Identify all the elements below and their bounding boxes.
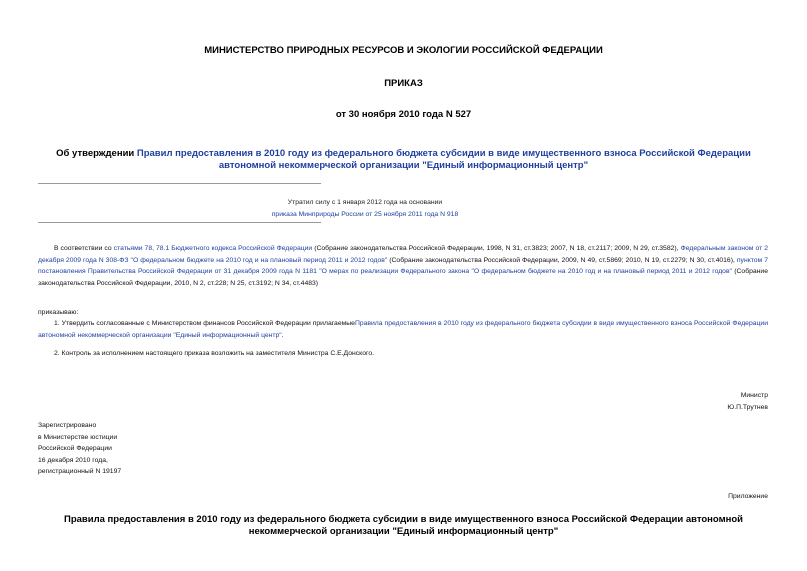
registration-line-1: Зарегистрировано <box>38 422 97 429</box>
preamble-paragraph <box>38 243 768 289</box>
doc-type-heading: ПРИКАЗ <box>384 78 423 89</box>
federal-law-link[interactable]: Федеральным законом от 2 декабря 2009 года N 308-ФЗ "О федеральном бюджете на 2010 год и на плановый период 2011 и 2012 годов" <box>38 245 768 264</box>
signature-name: Ю.П.Трутнев <box>727 403 768 411</box>
order-word: приказываю: <box>38 309 79 316</box>
appendix-title: Правила предоставления в 2010 году из федерального бюджета субсидии в виде имущественного взноса Российской Федерации автономной некоммерческой организации "Единый информационный центр" <box>63 514 743 537</box>
signature-role: Министр <box>740 392 768 399</box>
budget-code-link[interactable]: статьями 78, 78.1 Бюджетного кодекса Российской Федерации <box>113 245 313 252</box>
title-rules-link[interactable]: Правил предоставления в 2010 году из федерального бюджета субсидии в виде имущественного взноса Российской Федерации автономной некоммерческой организации "Единый информационный центр" <box>136 148 751 171</box>
registration-block <box>38 420 121 478</box>
preamble-text-2: (Собрание законодательства Российской Федерации, 1998, N 31, ст.3823; 2007, N 18, ст.2117; 2009, N 29, ст.3582), <box>312 245 681 252</box>
rules-link[interactable]: Правила предоставления в 2010 году из федерального бюджета субсидии в виде имущественного взноса Российской Федерации автономной некоммерческой организации "Единый информационный центр" <box>38 320 768 339</box>
item-1-paragraph <box>38 318 768 341</box>
item-1-end: . <box>281 331 284 339</box>
order-title <box>40 148 767 172</box>
registration-line-3: Российской Федерации <box>38 445 112 452</box>
item-2-paragraph: 2. Контроль за исполнением настоящего приказа возложить на заместителя Министра С.Е.Донского. <box>54 350 374 357</box>
preamble-text-4: (Собрание законодательства Российской Федерации, 2010, N 2, ст.228; N 25, ст.3192; N 34, ст.4483) <box>38 268 768 287</box>
divider-top <box>38 183 321 184</box>
signature-block <box>600 390 768 413</box>
lost-force-text: Утратил силу с 1 января 2012 года на основании <box>287 199 443 206</box>
title-prefix: Об утверждении <box>56 148 137 159</box>
item-1-text: 1. Утвердить согласованные с Министерством финансов Российской Федерации прилагаемые <box>54 320 355 327</box>
registration-line-4: 16 декабря 2010 года, <box>38 456 108 464</box>
lost-force-link[interactable]: приказа Минприроды России от 25 ноября 2011 года N 918 <box>271 210 459 218</box>
date-number-heading: от 30 ноября 2010 года N 527 <box>335 109 472 120</box>
divider-bottom <box>38 222 321 223</box>
lost-force-note <box>200 197 530 220</box>
government-decree-link[interactable]: пунктом 7 постановления Правительства Российской Федерации от 31 декабря 2009 года N 1181 "О мерах по реализации Федерального закона "О федеральном бюджете на 2010 год и на плановый период 2011 и 2012 годов" <box>38 256 769 275</box>
preamble-text-3: (Собрание законодательства Российской Федерации, 2009, N 49, ст.5869; 2010, N 19, ст.2279; N 30, ст.4016), <box>387 256 737 264</box>
registration-line-5: регистрационный N 19197 <box>38 468 122 475</box>
appendix-label: Приложение <box>728 493 768 500</box>
ministry-heading: МИНИСТЕРСТВО ПРИРОДНЫХ РЕСУРСОВ И ЭКОЛОГИИ РОССИЙСКОЙ ФЕДЕРАЦИИ <box>204 45 603 56</box>
registration-line-2: в Министерстве юстиции <box>38 433 118 441</box>
preamble-text-1: В соответствии со <box>54 245 114 252</box>
